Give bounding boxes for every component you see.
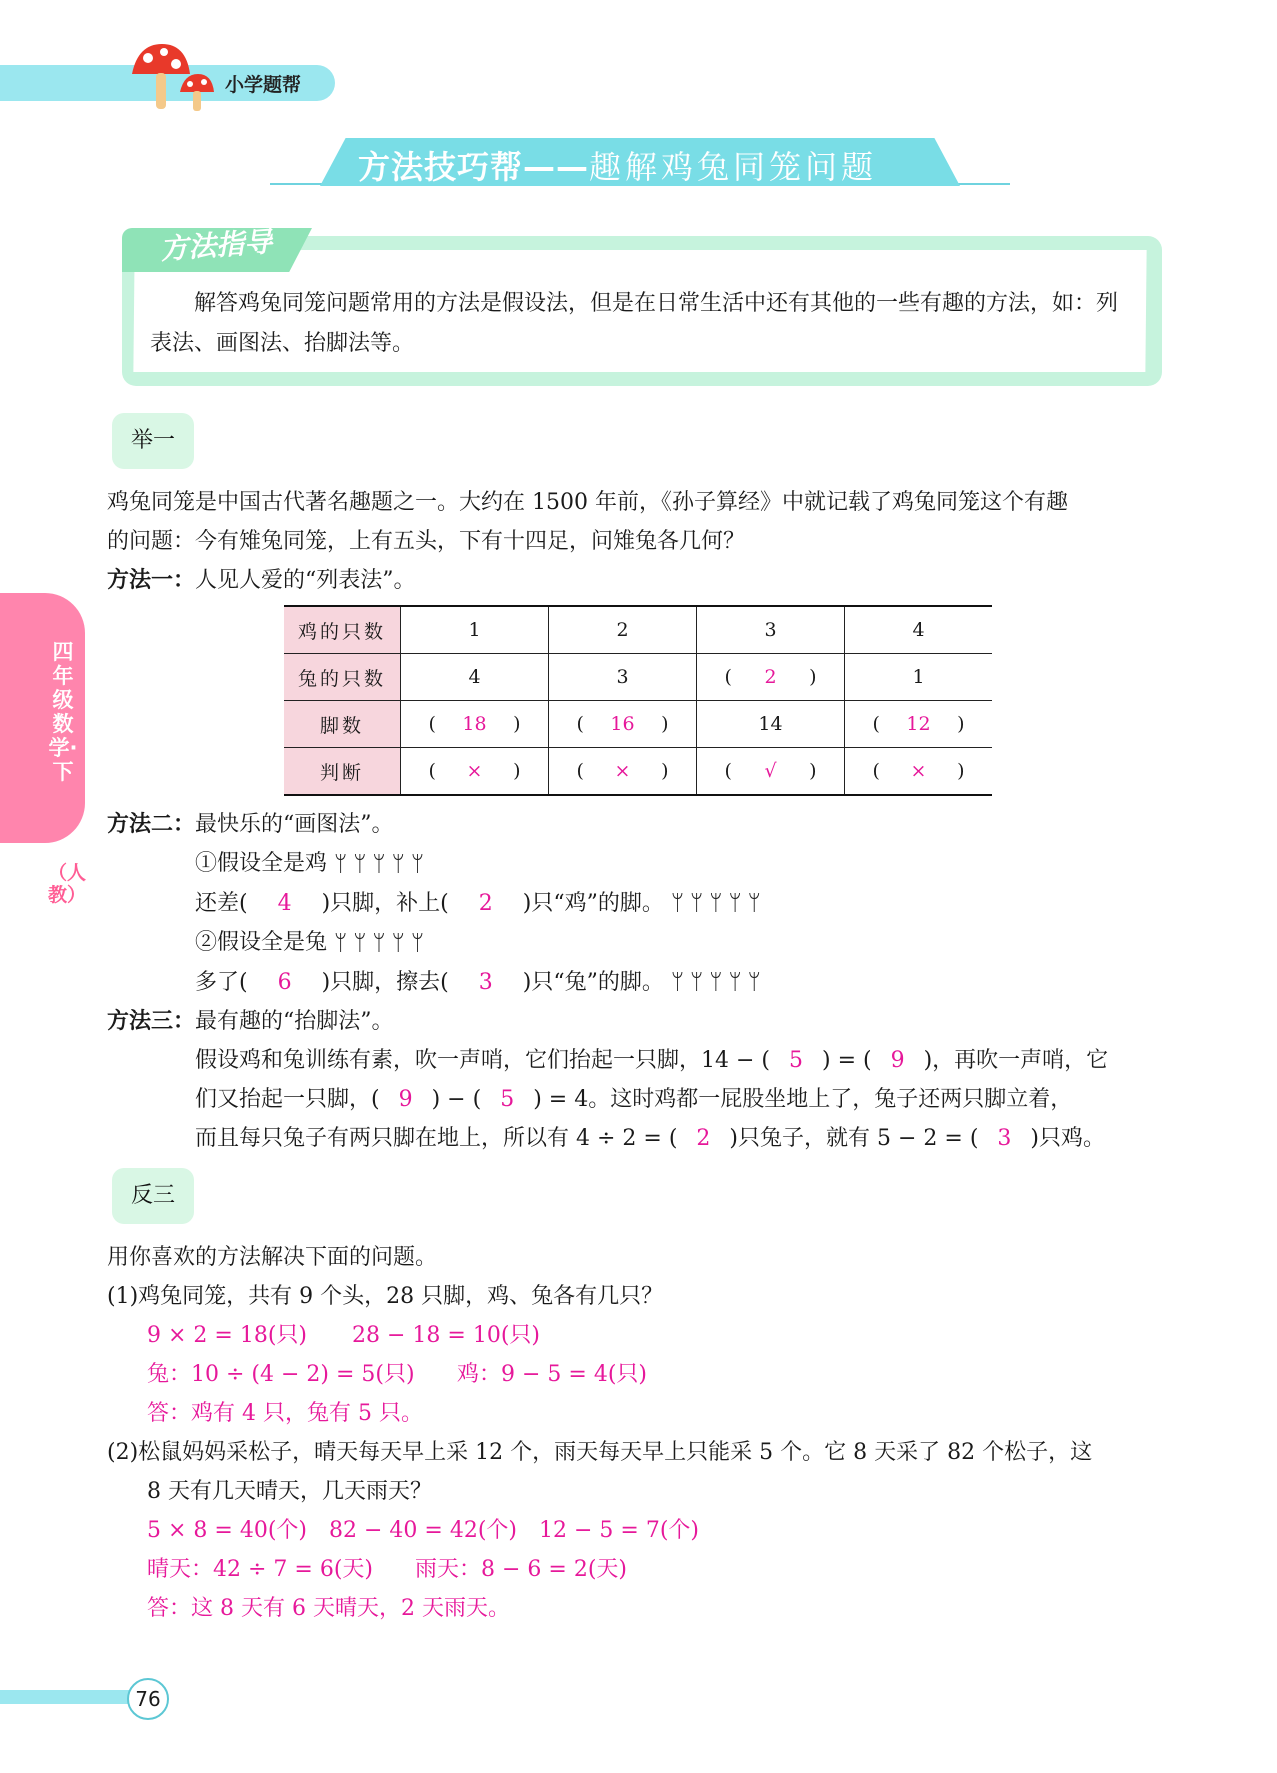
paren-close: ) bbox=[513, 713, 521, 735]
title-sub: 趣解鸡兔同笼问题 bbox=[589, 148, 878, 186]
m2-assume-chicken: ①假设全是鸡 bbox=[195, 851, 328, 876]
judge-cross-icon: × bbox=[466, 760, 483, 782]
paren-open: ( bbox=[872, 713, 880, 735]
table-cell bbox=[845, 748, 993, 796]
judge-cross-icon: × bbox=[614, 760, 631, 782]
table-row bbox=[284, 748, 992, 796]
method2-line bbox=[107, 805, 1197, 844]
q2-answer-line-3: 答：这 8 天有 6 天晴天，2 天雨天。 bbox=[147, 1596, 510, 1621]
paren-close: ) bbox=[957, 760, 965, 782]
table-cell bbox=[549, 748, 697, 796]
legs-drawing-icon: ᛘᛘᛘᛘᛘ bbox=[670, 891, 767, 916]
brand-name: 小学题帮 bbox=[225, 74, 302, 96]
answer-value: 3 bbox=[997, 1126, 1012, 1151]
table-cell: 3 bbox=[697, 606, 845, 654]
m2-assume-rabbit: ②假设全是兔 bbox=[195, 930, 328, 955]
question-1: (1)鸡兔同笼，共有 9 个头，28 只脚，鸡、兔各有几只？ bbox=[107, 1284, 664, 1309]
judge-check-icon: √ bbox=[764, 760, 777, 782]
row-label: 鸡的只数 bbox=[284, 606, 401, 654]
legs-drawing-icon: ᛘᛘᛘᛘᛘ bbox=[670, 970, 767, 995]
paren-close: ) bbox=[661, 713, 669, 735]
answer-value: 12 bbox=[906, 713, 931, 735]
table-cell: 14 bbox=[697, 701, 845, 748]
q2-answer-line-2: 晴天：42 ÷ 7 = 6(天) 雨天：8 − 6 = 2(天) bbox=[147, 1557, 627, 1582]
q1-answer-line-3: 答：鸡有 4 只，兔有 5 只。 bbox=[147, 1401, 423, 1426]
m3-line-2: 们又抬起一只脚，( 9 ) − ( 5 ) = 4。这时鸡都一屁股坐地上了，兔子还两只脚立着， bbox=[107, 1080, 1197, 1119]
method2-text: 最快乐的“画图法”。 bbox=[195, 812, 394, 837]
q2-answer-line-1: 5 × 8 = 40(个) 82 − 40 = 42(个) 12 − 5 = 7(个) bbox=[147, 1518, 699, 1543]
m3-line-3: 而且每只兔子有两只脚在地上，所以有 4 ÷ 2 = ( 2 )只兔子，就有 5 − 2 = ( 3 )只鸡。 bbox=[107, 1119, 1197, 1158]
answer-value: 18 bbox=[462, 713, 487, 735]
answer-value: 6 bbox=[277, 969, 292, 995]
guide-text: 解答鸡兔同笼问题常用的方法是假设法，但是在日常生活中还有其他的一些有趣的方法，如：列表法、画图法、抬脚法等。 bbox=[150, 291, 1119, 356]
table-cell: 2 bbox=[549, 606, 697, 654]
mushroom-logo-icon bbox=[128, 40, 218, 116]
question-2-line-2: 8 天有几天晴天，几天雨天？ bbox=[147, 1479, 432, 1504]
table-cell: 1 bbox=[401, 606, 549, 654]
row-label: 判断 bbox=[284, 748, 401, 796]
table-cell bbox=[697, 748, 845, 796]
m3-line-1: 假设鸡和兔训练有素，吹一声哨，它们抬起一只脚，14 − ( 5 ) = ( 9 )，再吹一声哨，它 bbox=[107, 1041, 1197, 1080]
guide-tab-label: 方法指导 bbox=[159, 225, 274, 266]
question-2-line-1: (2)松鼠妈妈采松子，晴天每天早上采 12 个，雨天每天早上只能采 5 个。它 8 天采了 82 个松子，这 bbox=[107, 1440, 1093, 1465]
judge-cross-icon: × bbox=[910, 760, 927, 782]
practice-tag: 反三 bbox=[112, 1168, 194, 1224]
answer-value: 2 bbox=[696, 1126, 711, 1151]
method1-label: 方法一： bbox=[107, 568, 196, 593]
table-cell: 3 bbox=[549, 654, 697, 701]
m2-chicken-line bbox=[107, 844, 1197, 884]
table-row bbox=[284, 606, 992, 654]
paren-close: ) bbox=[661, 760, 669, 782]
title-main: 方法技巧帮 bbox=[358, 148, 524, 186]
list-table bbox=[284, 605, 992, 796]
table-cell bbox=[401, 748, 549, 796]
paren-open: ( bbox=[576, 713, 584, 735]
method2-label: 方法二： bbox=[107, 812, 196, 837]
footer-bar bbox=[0, 1690, 140, 1704]
two-legs-icon: ᛘᛘᛘᛘᛘ bbox=[334, 851, 431, 877]
table-cell bbox=[845, 701, 993, 748]
page-title bbox=[358, 142, 877, 188]
table-cell bbox=[401, 701, 549, 748]
answer-value: 3 bbox=[478, 969, 493, 995]
side-grade-label: 四年级数学·下 bbox=[48, 640, 78, 784]
table-cell: 4 bbox=[401, 654, 549, 701]
row-label: 脚数 bbox=[284, 701, 401, 748]
four-legs-icon: ᛘᛘᛘᛘᛘ bbox=[334, 930, 431, 956]
method3-text: 最有趣的“抬脚法”。 bbox=[195, 1009, 394, 1034]
table-row bbox=[284, 701, 992, 748]
table-row bbox=[284, 654, 992, 701]
paren-open: ( bbox=[872, 760, 880, 782]
practice-block bbox=[107, 1238, 1197, 1628]
example-line-2: 的问题：今有雉兔同笼，上有五头，下有十四足，问雉兔各几何？ bbox=[107, 529, 746, 554]
answer-value: 4 bbox=[277, 890, 292, 916]
answer-value: 16 bbox=[610, 713, 635, 735]
answer-value: 9 bbox=[398, 1087, 413, 1112]
answer-value: 9 bbox=[890, 1048, 905, 1073]
paren-open: ( bbox=[724, 666, 732, 688]
example-problem bbox=[107, 483, 1187, 600]
page-number: 76 bbox=[127, 1678, 169, 1720]
table-cell: 4 bbox=[845, 606, 993, 654]
side-edition-label: （人教） bbox=[48, 862, 87, 906]
m2-rabbit-result: 多了( 6 )只脚，擦去( 3 )只“兔”的脚。 ᛘᛘᛘᛘᛘ bbox=[107, 963, 1197, 1003]
table-cell: 1 bbox=[845, 654, 993, 701]
answer-value: 2 bbox=[764, 666, 777, 688]
table-cell bbox=[697, 654, 845, 701]
row-label: 兔的只数 bbox=[284, 654, 401, 701]
method3-label: 方法三： bbox=[107, 1009, 196, 1034]
q1-answer-line-1: 9 × 2 = 18(只) 28 − 18 = 10(只) bbox=[147, 1323, 540, 1348]
example-tag: 举一 bbox=[112, 413, 194, 469]
example-line-1: 鸡兔同笼是中国古代著名趣题之一。大约在 1500 年前，《孙子算经》中就记载了鸡兔同笼这个有趣 bbox=[107, 490, 1068, 515]
paren-close: ) bbox=[809, 666, 817, 688]
method1-text: 人见人爱的“列表法”。 bbox=[195, 568, 416, 593]
practice-intro: 用你喜欢的方法解决下面的问题。 bbox=[107, 1245, 438, 1270]
title-dash: —— bbox=[523, 148, 590, 186]
paren-close: ) bbox=[957, 713, 965, 735]
q1-answer-line-2: 兔：10 ÷ (4 − 2) = 5(只) 鸡：9 − 5 = 4(只) bbox=[147, 1362, 647, 1387]
m2-chicken-result: 还差( 4 )只脚，补上( 2 )只“鸡”的脚。 ᛘᛘᛘᛘᛘ bbox=[107, 884, 1197, 924]
paren-open: ( bbox=[576, 760, 584, 782]
paren-open: ( bbox=[724, 760, 732, 782]
method1-line bbox=[107, 561, 1187, 600]
answer-value: 5 bbox=[789, 1048, 803, 1073]
method3-line bbox=[107, 1002, 1197, 1041]
answer-value: 5 bbox=[500, 1087, 515, 1112]
paren-open: ( bbox=[428, 713, 436, 735]
table-cell bbox=[549, 701, 697, 748]
methods-block bbox=[107, 805, 1197, 1158]
paren-close: ) bbox=[513, 760, 521, 782]
answer-value: 2 bbox=[478, 890, 493, 916]
m2-rabbit-line bbox=[107, 923, 1197, 963]
paren-open: ( bbox=[428, 760, 436, 782]
paren-close: ) bbox=[809, 760, 817, 782]
